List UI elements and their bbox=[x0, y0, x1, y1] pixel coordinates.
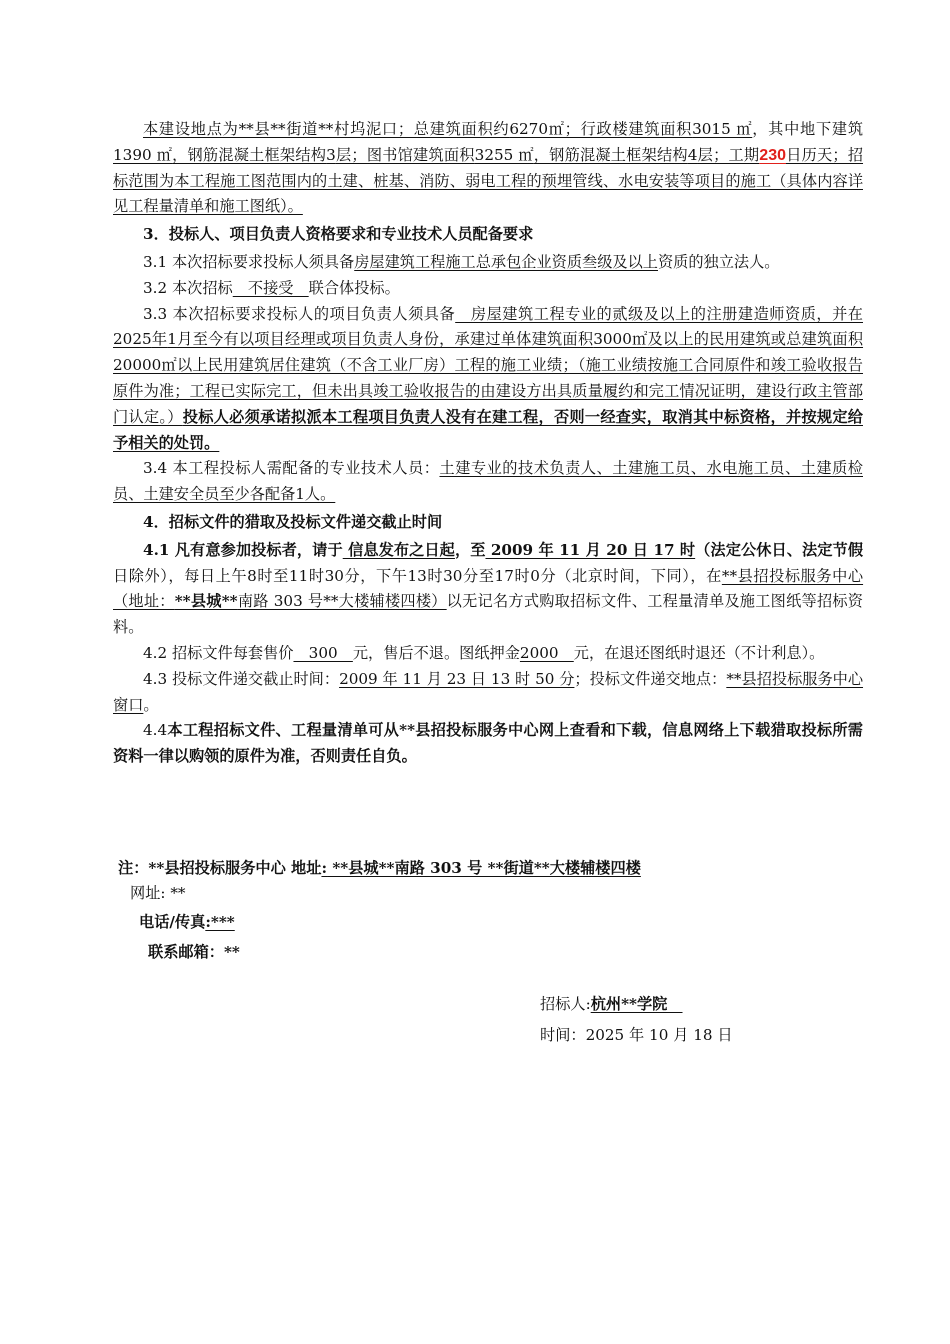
tenderer-line: 招标人:杭州**学院 bbox=[540, 995, 683, 1013]
document-body bbox=[113, 117, 863, 770]
qualification-requirement: 房屋建筑工程施工总承包企业资质叁级及以上 bbox=[354, 252, 658, 271]
consortium-policy: 不接受 bbox=[232, 278, 309, 297]
signature-block bbox=[540, 991, 860, 1049]
clause-4-3: 4.3 投标文件递交截止时间：2009 年 11 月 23 日 13 时 50 分；投标文件递交地点：**县招投标服务中心窗口。 bbox=[113, 669, 864, 714]
contact-note bbox=[118, 856, 818, 965]
project-overview-paragraph: 本建设地点为**县**街道**村坞泥口；总建筑面积约6270㎡；行政楼建筑面积3015 ㎡，其中地下建筑1390 ㎡，钢筋混凝土框架结构3层；图书馆建筑面积3255 ㎡，钢筋混凝土框架结构4层；工期230日历天；招标范围为本工程施工图范围内的土建、桩基、消防、弱电工程的预埋管线、水电安装等项目的施工（具体内容详见工程量清单和施工图纸）。 bbox=[113, 120, 864, 216]
construction-days: 230 bbox=[759, 146, 786, 164]
phone-fax-value: :*** bbox=[205, 913, 235, 931]
staff-requirement: 土建专业的技术负责人、土建施工员、水电施工员、土建质检员、土建安全员至少各配备1人。 bbox=[113, 459, 863, 504]
note-address-line: 注：**县招投标服务中心 地址: **县城**南路 303 号 **街道**大楼辅楼四楼 bbox=[118, 859, 641, 877]
submission-location: **县招投标服务中心窗口 bbox=[113, 669, 864, 714]
clause-3-1: 3.1 本次招标要求投标人须具备房屋建筑工程施工总承包企业资质叁级及以上资质的独立法人。 bbox=[143, 252, 780, 271]
clause-3-3: 3.3 本次招标要求投标人的项目负责人须具备 房屋建筑工程专业的贰级及以上的注册建造师资质，并在2025年1月至今有以项目经理或项目负责人身份，承建过单体建筑面积3000㎡及以上的民用建筑或总建筑面积20000㎡以上民用建筑居住建筑（不含工业厂房）工程的施工业绩；（施工业绩按施工合同原件和竣工验收报告原件为准；工程已实际完工，但未出具竣工验收报告的由建设方出具质量履约和完工情况证明，建设行政主管部门认定。）投标人必须承诺拟派本工程项目负责人没有在建工程，否则一经查实，取消其中标资格，并按规定给予相关的处罚。 bbox=[113, 304, 864, 452]
purchase-deadline: 2009 年 11 月 20 日 17 时 bbox=[485, 540, 696, 559]
clause-3-4: 3.4 本工程投标人需配备的专业技术人员：土建专业的技术负责人、土建施工员、水电施工员、土建质检员、土建安全员至少各配备1人。 bbox=[113, 459, 863, 504]
submission-deadline: 2009 年 11 月 23 日 13 时 50 分 bbox=[339, 669, 575, 688]
website-line: 网址: ** bbox=[130, 884, 186, 902]
commitment-statement: 投标人必须承诺拟派本工程项目负责人没有在建工程，否则一经查实，取消其中标资格，并按规定给予相关的处罚。 bbox=[113, 407, 863, 452]
tenderer-name: 杭州**学院 bbox=[590, 995, 683, 1013]
clause-4-2: 4.2 招标文件每套售价 300 元，售后不退。图纸押金2000 元，在退还图纸时退还（不计利息）。 bbox=[143, 643, 825, 662]
section-4-heading: 4．招标文件的猎取及投标文件递交截止时间 bbox=[143, 512, 443, 531]
overview-text-1: 本建设地点为**县**街道**村坞泥口；总建筑面积约 bbox=[143, 120, 510, 138]
clause-3-2: 3.2 本次招标 不接受 联合体投标。 bbox=[143, 278, 400, 297]
clause-4-4: 4.4本工程招标文件、工程量清单可从**县招投标服务中心网上查看和下载，信息网络上下载猎取投标所需资料一律以购领的原件为准，否则责任自负。 bbox=[113, 721, 863, 766]
email-line: 联系邮箱：** bbox=[148, 943, 240, 961]
clause-4-1: 4.1 凡有意参加投标者，请于 信息发布之日起，至 2009 年 11 月 20 日 17 时（法定公休日、法定节假日除外），每日上午8时至11时30分，下午13时30分至17时0分（北京时间，下同），在**县招投标服务中心（地址：**县城**南路 303 号**大楼辅楼四楼）以无记名方式购取招标文件、工程量清单及施工图纸等招标资料。 bbox=[113, 540, 864, 637]
date-line: 时间：2025 年 10 月 18 日 bbox=[540, 1026, 733, 1044]
document-price: 300 bbox=[293, 643, 353, 662]
section-3-heading: 3．投标人、项目负责人资格要求和专业技术人员配备要求 bbox=[143, 225, 534, 244]
phone-fax-line: 电话/传真:*** bbox=[139, 913, 235, 931]
issue-date: 2025 年 10 月 18 日 bbox=[585, 1026, 733, 1044]
office-address: **县城**南路 303 号 **街道**大楼辅楼四楼 bbox=[327, 859, 641, 877]
drawing-deposit: 2000 bbox=[519, 643, 574, 662]
